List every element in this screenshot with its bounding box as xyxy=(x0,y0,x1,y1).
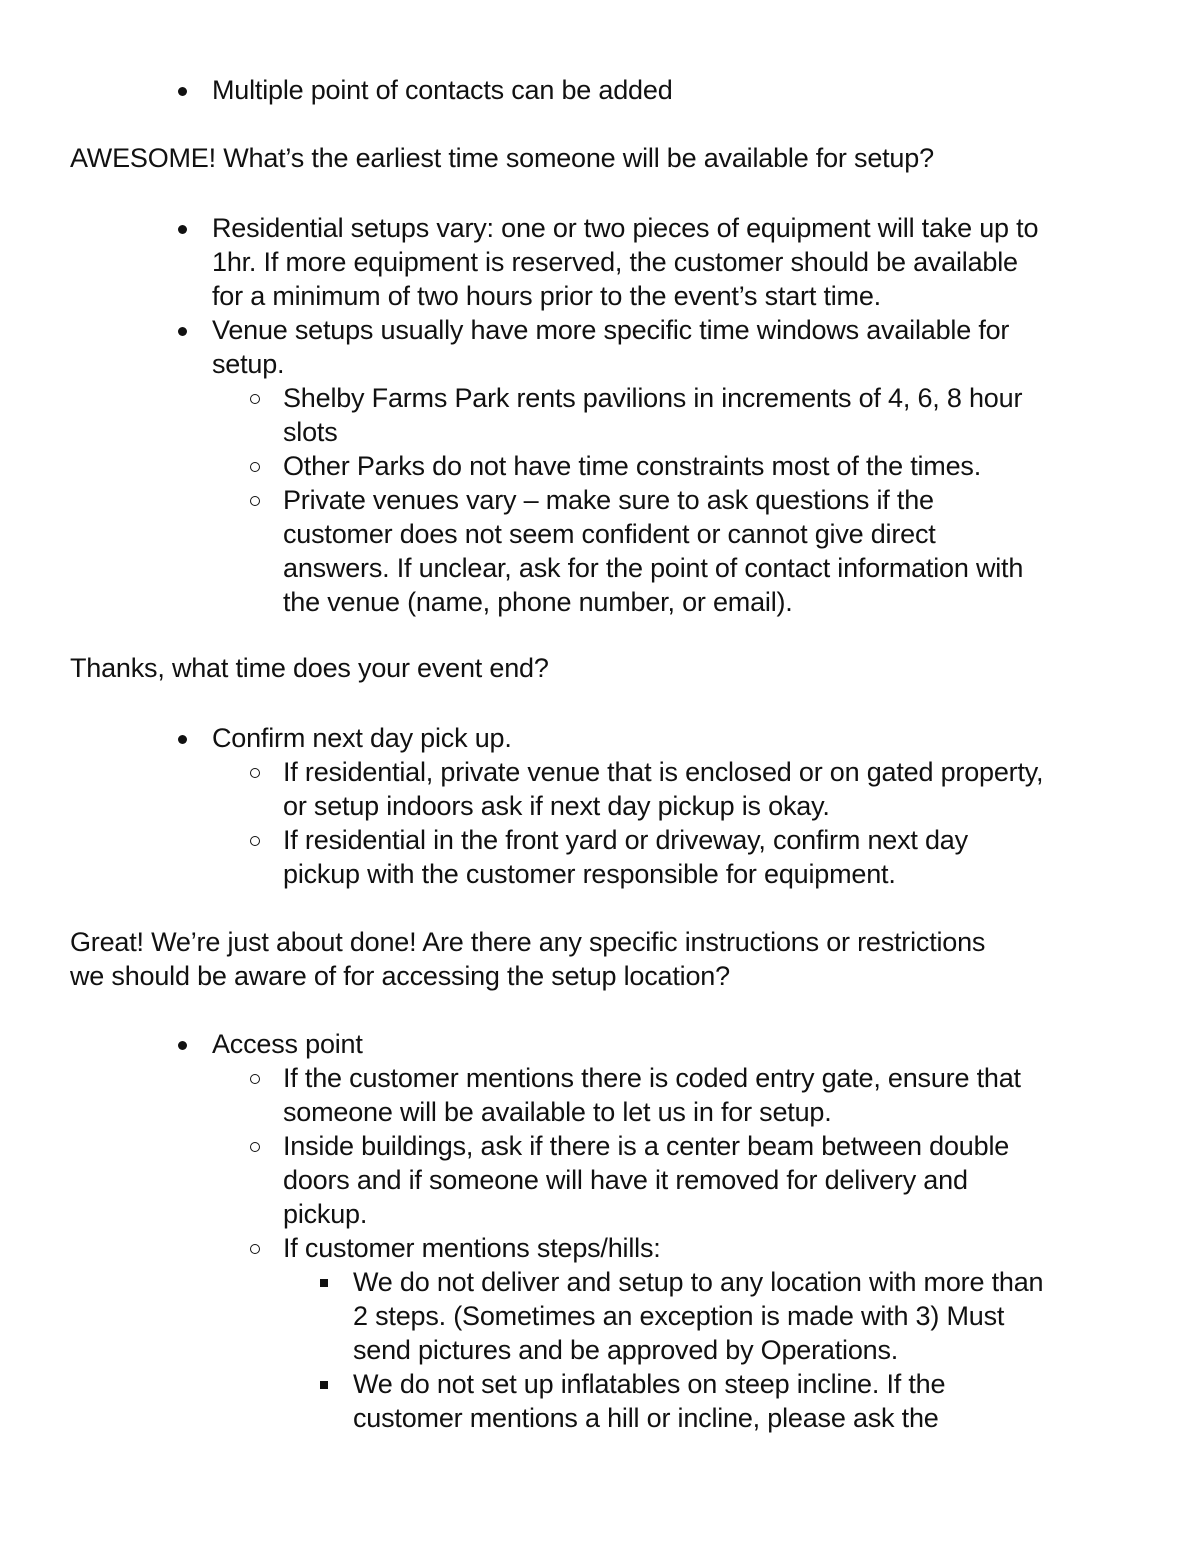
list-item-line: Private venues vary – make sure to ask questions if the xyxy=(283,485,934,515)
bullet-circle-icon xyxy=(250,394,260,404)
paragraph-line: Thanks, what time does your event end? xyxy=(70,653,549,683)
list-item-line: the venue (name, phone number, or email). xyxy=(283,587,793,617)
list-item-line: Confirm next day pick up. xyxy=(212,723,512,753)
list-item-line: pickup with the customer responsible for equipment. xyxy=(283,859,896,889)
list-item-line: Access point xyxy=(212,1029,363,1059)
bullet-disc-icon xyxy=(178,1041,187,1050)
list-item-line: Shelby Farms Park rents pavilions in increments of 4, 6, 8 hour xyxy=(283,383,1023,413)
list-item-line: If customer mentions steps/hills: xyxy=(283,1233,661,1263)
bullet-circle-icon xyxy=(250,1142,260,1152)
paragraph-line: AWESOME! What’s the earliest time someone will be available for setup? xyxy=(70,143,934,173)
paragraph-line: we should be aware of for accessing the setup location? xyxy=(70,961,730,991)
list-item-line: customer does not seem confident or cannot give direct xyxy=(283,519,936,549)
list-item-line: If residential, private venue that is enclosed or on gated property, xyxy=(283,757,1044,787)
list-item-line: slots xyxy=(283,417,338,447)
bullet-circle-icon xyxy=(250,1244,260,1254)
list-item-line: Inside buildings, ask if there is a center beam between double xyxy=(283,1131,1010,1161)
bullet-square-icon xyxy=(320,1381,328,1389)
bullet-circle-icon xyxy=(250,768,260,778)
list-item-line: doors and if someone will have it removed for delivery and xyxy=(283,1165,968,1195)
bullet-circle-icon xyxy=(250,496,260,506)
bullet-disc-icon xyxy=(178,225,187,234)
list-item-line: Venue setups usually have more specific time windows available for xyxy=(212,315,1010,345)
bullet-disc-icon xyxy=(178,87,187,96)
list-item-line: setup. xyxy=(212,349,285,379)
list-item-line: Other Parks do not have time constraints most of the times. xyxy=(283,451,982,481)
list-item-line: We do not deliver and setup to any location with more than xyxy=(353,1267,1044,1297)
list-item-line: for a minimum of two hours prior to the event’s start time. xyxy=(212,281,881,311)
list-item-line: Multiple point of contacts can be added xyxy=(212,75,673,105)
bullet-disc-icon xyxy=(178,327,187,336)
list-item-line: If the customer mentions there is coded entry gate, ensure that xyxy=(283,1063,1021,1093)
bullet-circle-icon xyxy=(250,836,260,846)
list-item-line: pickup. xyxy=(283,1199,368,1229)
paragraph-line: Great! We’re just about done! Are there any specific instructions or restrictions xyxy=(70,927,986,957)
list-item-line: 2 steps. (Sometimes an exception is made with 3) Must xyxy=(353,1301,1005,1331)
bullet-circle-icon xyxy=(250,462,260,472)
list-item-line: 1hr. If more equipment is reserved, the customer should be available xyxy=(212,247,1018,277)
list-item-line: If residential in the front yard or driveway, confirm next day xyxy=(283,825,968,855)
list-item-line: We do not set up inflatables on steep incline. If the xyxy=(353,1369,946,1399)
list-item-line: customer mentions a hill or incline, please ask the xyxy=(353,1403,939,1433)
bullet-square-icon xyxy=(320,1279,328,1287)
bullet-disc-icon xyxy=(178,735,187,744)
list-item-line: someone will be available to let us in for setup. xyxy=(283,1097,832,1127)
bullet-circle-icon xyxy=(250,1074,260,1084)
list-item-line: Residential setups vary: one or two pieces of equipment will take up to xyxy=(212,213,1039,243)
list-item-line: answers. If unclear, ask for the point of contact information with xyxy=(283,553,1024,583)
list-item-line: or setup indoors ask if next day pickup is okay. xyxy=(283,791,830,821)
list-item-line: send pictures and be approved by Operations. xyxy=(353,1335,899,1365)
